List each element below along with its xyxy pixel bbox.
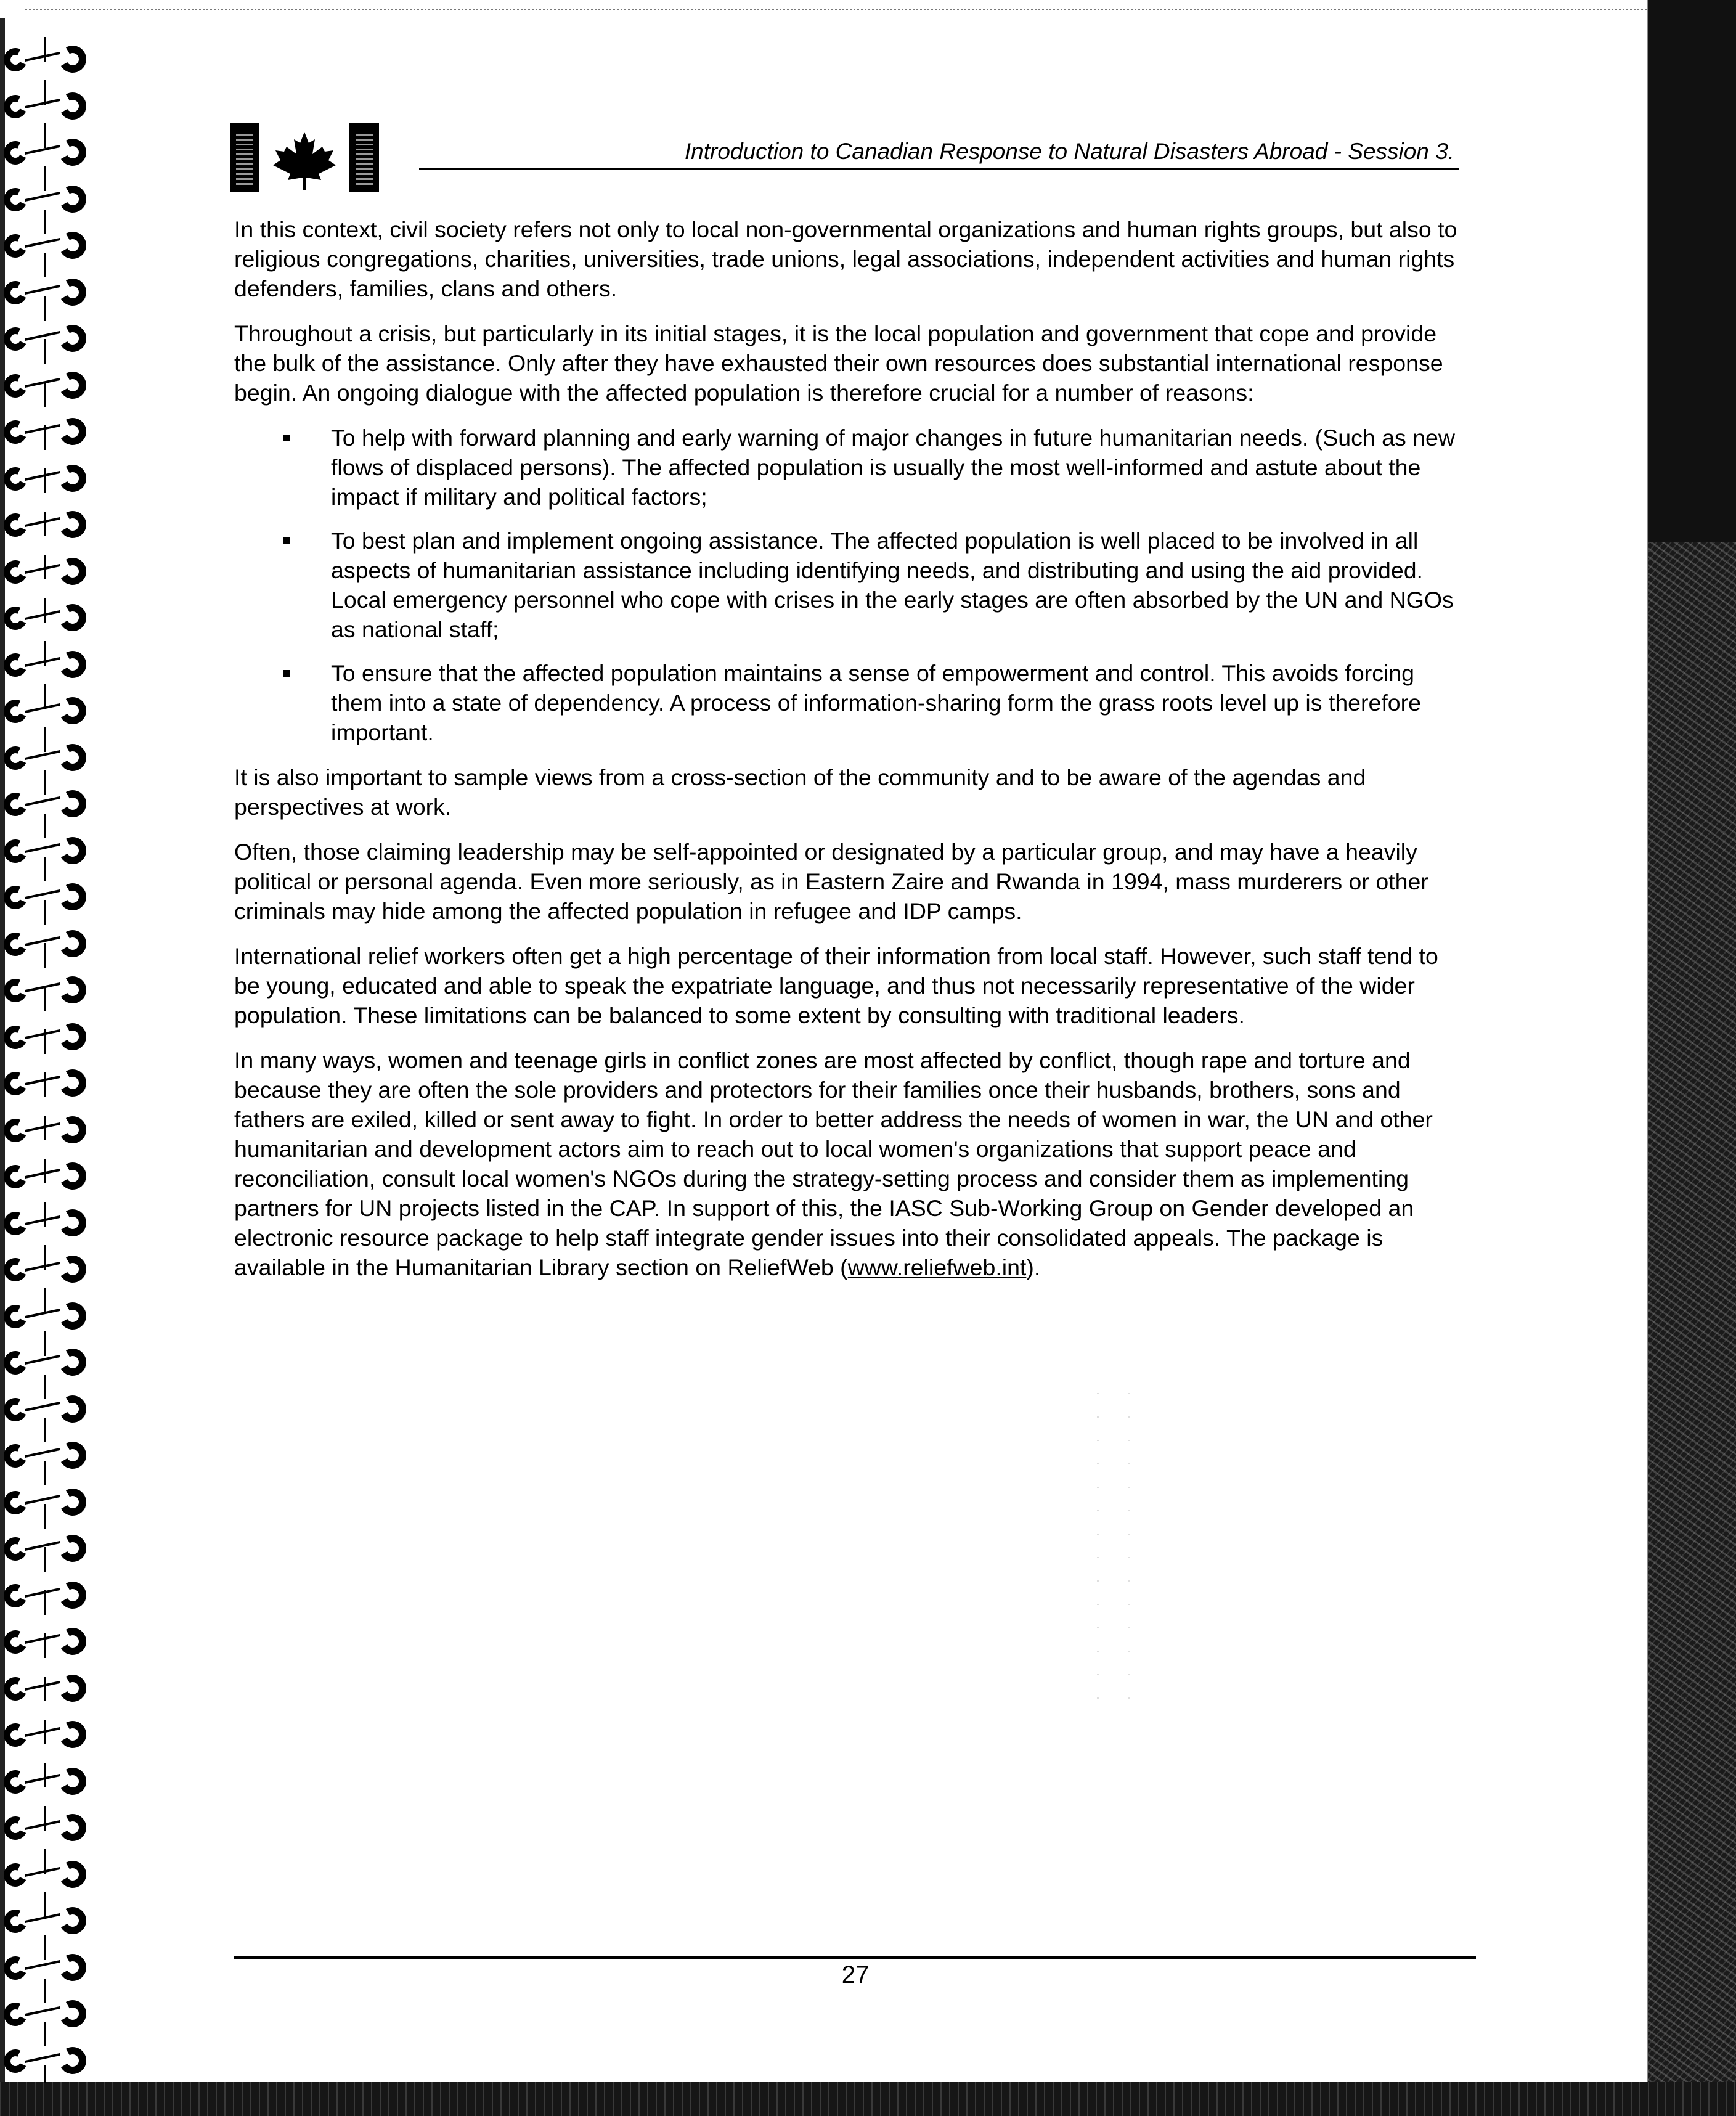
spiral-ring-part bbox=[25, 378, 60, 388]
spiral-ring bbox=[0, 502, 99, 547]
spiral-ring bbox=[0, 921, 99, 966]
spiral-ring bbox=[0, 875, 99, 919]
spiral-ring bbox=[0, 409, 99, 454]
running-header-title: Introduction to Canadian Response to Natural Disasters Abroad - Session 3. bbox=[684, 139, 1454, 164]
spiral-ring bbox=[0, 1805, 99, 1850]
spiral-ring bbox=[0, 1526, 99, 1571]
spiral-ring-part bbox=[56, 276, 89, 309]
spiral-ring-part bbox=[25, 2006, 60, 2016]
spiral-ring-part bbox=[56, 834, 89, 867]
spiral-ring bbox=[0, 84, 99, 128]
spiral-ring-part bbox=[25, 424, 60, 434]
spiral-ring-part bbox=[56, 369, 89, 402]
spiral-ring-part bbox=[25, 1076, 60, 1085]
spiral-ring-part bbox=[25, 564, 60, 574]
spiral-ring-part bbox=[25, 982, 60, 992]
spiral-ring-part bbox=[25, 192, 60, 202]
spiral-ring-part bbox=[25, 1913, 60, 1923]
scan-artifacts bbox=[1078, 1393, 1214, 1701]
spiral-ring-part bbox=[56, 43, 89, 76]
spiral-ring bbox=[0, 316, 99, 361]
spiral-ring-part bbox=[56, 1904, 89, 1937]
spiral-ring bbox=[0, 642, 99, 687]
spiral-ring-part bbox=[56, 1951, 89, 1984]
paragraph-crisis-dialogue: Throughout a crisis, but particularly in its initial stages, it is the local population and government that cope and provide the bulk of the assistance. Only after they have exhausted their own resources does substantial international response begin. An ongoing dialogue with the affected population is therefore crucial for a number of reasons: bbox=[234, 321, 1443, 406]
paragraph-relief-workers: International relief workers often get a high percentage of their information from local staff. However, such staff tend to be young, educated and able to speak the expatriate language, and thus not necessarily representative of the wider population. These limitations can be balanced to some extent by consulting with traditional leaders. bbox=[234, 943, 1438, 1028]
spiral-ring-part bbox=[25, 1820, 60, 1830]
scan-background-bottom bbox=[0, 2082, 1736, 2116]
spiral-ring bbox=[0, 37, 99, 81]
paragraph-civil-society: In this context, civil society refers not only to local non-governmental organizations and human rights groups, but also to religious congregations, charities, universities, trade unions, legal associations, independent activities and human rights defenders, families, clans and others. bbox=[234, 216, 1457, 301]
spiral-ring bbox=[0, 1108, 99, 1152]
spiral-ring-part bbox=[25, 1169, 60, 1179]
paragraph-sample-views: It is also important to sample views from a cross-section of the community and to be aware of the agendas and perspectives at work. bbox=[234, 764, 1366, 820]
spiral-ring-part bbox=[25, 1215, 60, 1225]
spiral-ring-part bbox=[56, 415, 89, 448]
spiral-ring-part bbox=[25, 1309, 60, 1318]
spiral-ring bbox=[0, 1015, 99, 1059]
spiral-ring bbox=[0, 1340, 99, 1384]
spiral-ring-part bbox=[25, 99, 60, 108]
spiral-ring-part bbox=[25, 1727, 60, 1737]
spiral-ring bbox=[0, 595, 99, 640]
spiral-ring bbox=[0, 1619, 99, 1664]
spiral-ring-part bbox=[25, 285, 60, 295]
spiral-ring-part bbox=[25, 1029, 60, 1039]
spiral-ring-part bbox=[25, 145, 60, 155]
spiral-ring bbox=[0, 270, 99, 314]
list-item-text: To best plan and implement ongoing assistance. The affected population is well placed to be involved in all aspects of humanitarian assistance including identifying needs, and distributing and using the aid provided. Local emergency personnel who cope with crises in the early stages are often absorbed by the UN and NGOs as national staff; bbox=[331, 528, 1454, 642]
spiral-ring bbox=[0, 828, 99, 873]
spiral-ring bbox=[0, 1433, 99, 1477]
spiral-ring-part bbox=[56, 601, 89, 634]
main-text bbox=[234, 214, 1464, 1297]
header-rule bbox=[419, 168, 1459, 170]
spiral-ring bbox=[0, 1712, 99, 1757]
spiral-ring bbox=[0, 782, 99, 826]
paragraph-leadership: Often, those claiming leadership may be self-appointed or designated by a particular group, and may have a heavily political or personal agenda. Even more seriously, as in Eastern Zaire and Rwanda in 1994, mass murderers or other criminals may hide among the affected population in refugee and IDP camps. bbox=[234, 839, 1428, 924]
spiral-ring-part bbox=[25, 703, 60, 713]
spiral-ring bbox=[0, 1898, 99, 1943]
spiral-ring-part bbox=[56, 462, 89, 495]
spiral-ring-part bbox=[25, 1355, 60, 1365]
spiral-ring-part bbox=[56, 694, 89, 727]
spiral-ring-part bbox=[56, 2044, 89, 2077]
spiral-ring-part bbox=[56, 555, 89, 588]
spiral-ring-part bbox=[56, 927, 89, 960]
spiral-ring bbox=[0, 1573, 99, 1617]
bullet-icon bbox=[283, 435, 290, 441]
paragraph-text: In many ways, women and teenage girls in conflict zones are most affected by conflict, though rape and torture and because they are often the sole providers and protectors for their families once their husbands, brothers, sons and fathers are exiled, killed or sent away to fight. In order to better address the needs of women in war, the UN and other humanitarian and development actors aim to reach out to local women's organizations that support peace and reconciliation, consult local women's NGOs during the strategy-setting process and consider them as implementing partners for UN projects listed in the CAP. In support of this, the IASC Sub-Working Group on Gender developed an electronic resource package to help staff integrate gender issues into their consolidated appeals. The package is available in the Humanitarian Library section on ReliefWeb ( bbox=[234, 1047, 1433, 1280]
spiral-ring-part bbox=[56, 1811, 89, 1844]
spiral-ring bbox=[0, 549, 99, 594]
list-item bbox=[234, 658, 1464, 747]
spiral-ring-part bbox=[56, 1718, 89, 1751]
spiral-ring-part bbox=[25, 1634, 60, 1644]
spiral-ring bbox=[0, 1945, 99, 1990]
spiral-ring-part bbox=[56, 880, 89, 913]
list-item bbox=[234, 423, 1464, 512]
spiral-ring-part bbox=[56, 1113, 89, 1146]
spiral-ring-part bbox=[25, 517, 60, 527]
spiral-ring-part bbox=[56, 1206, 89, 1240]
spiral-ring bbox=[0, 456, 99, 500]
bullet-icon bbox=[283, 670, 290, 677]
spiral-ring bbox=[0, 1061, 99, 1105]
spiral-ring-part bbox=[56, 1392, 89, 1426]
spiral-ring-part bbox=[25, 1541, 60, 1551]
spiral-ring-part bbox=[25, 843, 60, 853]
spiral-ring-part bbox=[56, 1997, 89, 2030]
paragraph-closing: ). bbox=[1026, 1254, 1041, 1280]
spiral-ring-part bbox=[56, 1252, 89, 1286]
spiral-ring-part bbox=[56, 1672, 89, 1705]
spiral-ring-part bbox=[25, 889, 60, 899]
spiral-ring-part bbox=[25, 796, 60, 806]
spiral-ring-part bbox=[25, 238, 60, 248]
spiral-ring-part bbox=[56, 1858, 89, 1891]
canada-government-logo bbox=[230, 123, 379, 192]
spiral-ring-part bbox=[56, 1765, 89, 1798]
spiral-ring bbox=[0, 1387, 99, 1431]
flag-right-bar bbox=[349, 123, 379, 192]
spiral-ring bbox=[0, 1759, 99, 1804]
spiral-ring-part bbox=[25, 657, 60, 667]
scan-noise bbox=[1648, 542, 1736, 2114]
spiral-ring bbox=[0, 223, 99, 268]
list-item bbox=[234, 526, 1464, 644]
spiral-ring bbox=[0, 1154, 99, 1198]
spiral-ring-part bbox=[56, 1159, 89, 1193]
spiral-ring-part bbox=[56, 787, 89, 820]
spiral-ring-part bbox=[25, 1774, 60, 1784]
spiral-ring bbox=[0, 1201, 99, 1245]
reasons-list bbox=[234, 423, 1464, 747]
spiral-ring-part bbox=[56, 648, 89, 681]
spiral-ring-part bbox=[56, 973, 89, 1007]
spiral-ring bbox=[0, 1666, 99, 1710]
spiral-ring-part bbox=[25, 1122, 60, 1132]
reliefweb-link[interactable]: www.reliefweb.int bbox=[847, 1254, 1027, 1280]
page-number: 27 bbox=[841, 1961, 870, 1988]
spiral-ring bbox=[0, 177, 99, 221]
spiral-ring-part bbox=[25, 1402, 60, 1411]
spiral-ring-part bbox=[56, 741, 89, 774]
spiral-ring-part bbox=[56, 1439, 89, 1472]
spiral-ring-part bbox=[56, 1066, 89, 1100]
spiral-ring-part bbox=[56, 136, 89, 169]
spiral-ring bbox=[0, 1294, 99, 1338]
spiral-ring-part bbox=[25, 331, 60, 341]
spiral-ring-part bbox=[25, 750, 60, 760]
spiral-ring-part bbox=[25, 936, 60, 946]
spiral-ring bbox=[0, 688, 99, 733]
spiral-ring-part bbox=[56, 1579, 89, 1612]
spiral-ring bbox=[0, 130, 99, 174]
spiral-binding bbox=[0, 37, 105, 2083]
flag-left-bar bbox=[230, 123, 259, 192]
spiral-ring-part bbox=[25, 2053, 60, 2063]
spiral-ring bbox=[0, 1852, 99, 1897]
spiral-ring-part bbox=[25, 1448, 60, 1458]
spiral-ring-part bbox=[25, 1867, 60, 1877]
spiral-ring-part bbox=[56, 322, 89, 355]
page-top-edge bbox=[25, 9, 1652, 10]
spiral-ring-part bbox=[56, 229, 89, 262]
spiral-ring-part bbox=[25, 1262, 60, 1272]
spiral-ring-part bbox=[56, 1532, 89, 1565]
spiral-ring-part bbox=[56, 1346, 89, 1379]
footer-rule bbox=[234, 1956, 1476, 1959]
bullet-icon bbox=[283, 537, 290, 544]
spiral-ring-part bbox=[25, 1681, 60, 1691]
spiral-ring-part bbox=[56, 508, 89, 541]
spiral-ring-part bbox=[25, 1495, 60, 1505]
spiral-ring-part bbox=[56, 182, 89, 216]
spiral-ring-part bbox=[25, 1588, 60, 1598]
spiral-ring-part bbox=[25, 610, 60, 620]
spiral-ring bbox=[0, 1247, 99, 1291]
spiral-ring bbox=[0, 2038, 99, 2083]
spiral-ring bbox=[0, 735, 99, 780]
list-item-text: To help with forward planning and early warning of major changes in future humanitarian needs. (Such as new flows of displaced persons). The affected population is usually the most well-informed and astute about the impact if military and political factors; bbox=[331, 425, 1455, 510]
spiral-ring-part bbox=[56, 1020, 89, 1053]
spiral-ring bbox=[0, 363, 99, 407]
spiral-ring-part bbox=[25, 52, 60, 62]
paragraph-women-in-conflict bbox=[234, 1045, 1464, 1282]
spiral-ring-part bbox=[25, 471, 60, 481]
scan-background-right bbox=[1648, 0, 1736, 2116]
spiral-ring bbox=[0, 968, 99, 1012]
list-item-text: To ensure that the affected population maintains a sense of empowerment and control. This avoids forcing them into a state of dependency. A process of information-sharing form the grass roots level up is therefore important. bbox=[331, 660, 1422, 745]
maple-leaf-icon bbox=[269, 129, 340, 191]
spiral-ring-part bbox=[25, 1960, 60, 1970]
spiral-ring-part bbox=[56, 1299, 89, 1333]
spiral-ring-part bbox=[56, 1485, 89, 1519]
spiral-ring-part bbox=[56, 89, 89, 123]
spiral-ring bbox=[0, 1991, 99, 2036]
spiral-ring bbox=[0, 1480, 99, 1524]
spiral-ring-part bbox=[56, 1625, 89, 1658]
